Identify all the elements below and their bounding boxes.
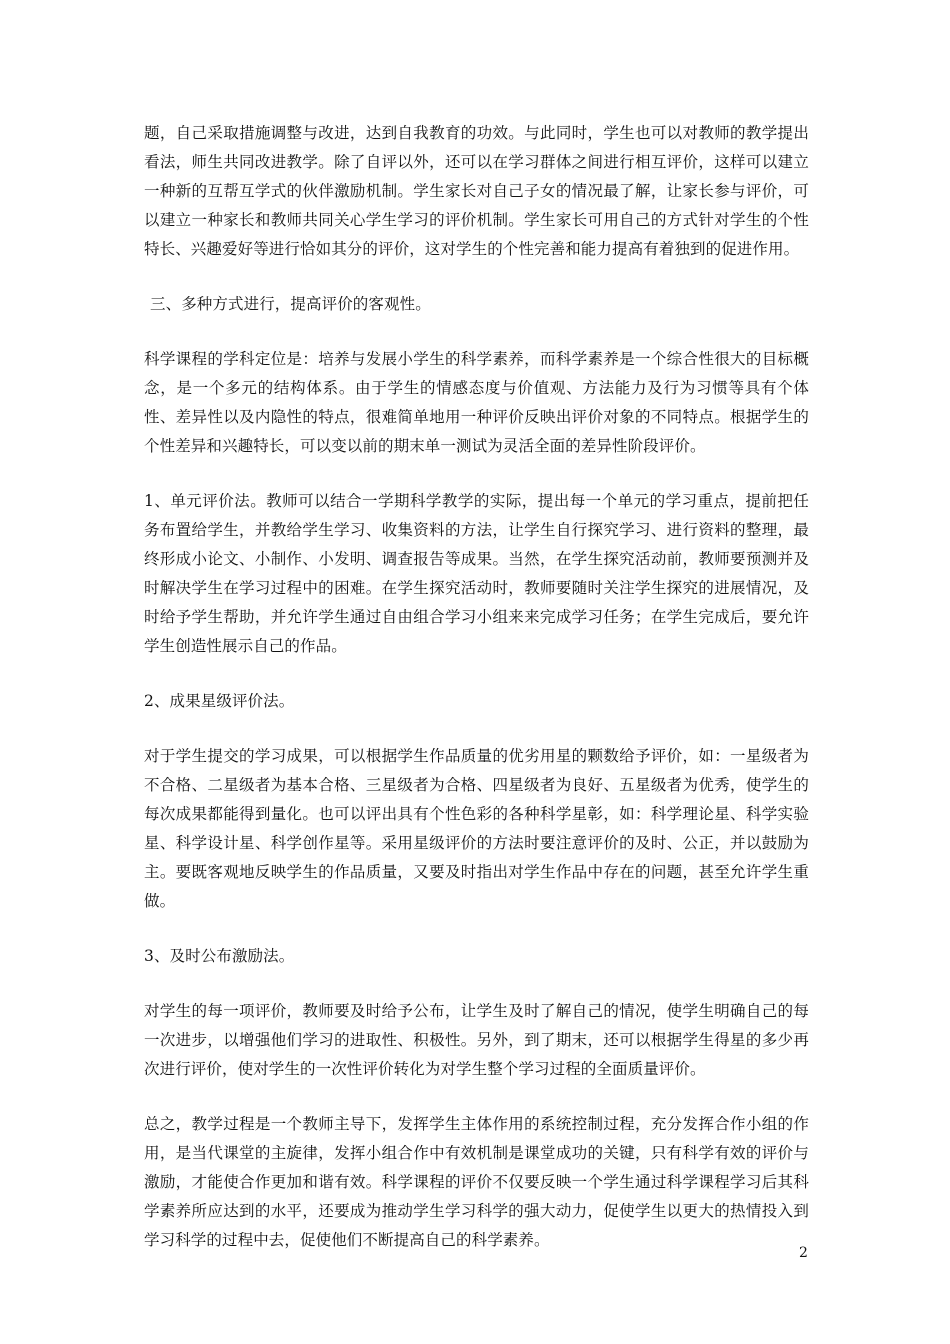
page-number: 2 (799, 1245, 808, 1261)
paragraph-star-rating: 对于学生提交的学习成果，可以根据学生作品质量的优劣用星的颗数给予评价，如：一星级者为不合格、二星级者为基本合格、三星级者为合格、四星级者为良好、五星级者为优秀，使学生的每次成果都能得到量化。也可以评出具有个性色彩的各种科学星彰，如：科学理论星、科学实验星、科学设计星、科学创作星等。采用星级评价的方法时要注意评价的及时、公正，并以鼓励为主。要既客观地反映学生的作品质量，又要及时指出对学生作品中存在的问题，甚至允许学生重做。 (144, 747, 809, 910)
paragraph-unit-evaluation: 1、单元评价法。教师可以结合一学期科学教学的实际，提出每一个单元的学习重点，提前把任务布置给学生，并教给学生学习、收集资料的方法，让学生自行探究学习、进行资料的整理，最终形成小论文、小制作、小发明、调查报告等成果。当然，在学生探究活动前，教师要预测并及时解决学生在学习过程中的困难。在学生探究活动时，教师要随时关注学生探究的进展情况，及时给予学生帮助，并允许学生通过自由组合学习小组来来完成学习任务；在学生完成后，要允许学生创造性展示自己的作品。 (144, 492, 809, 655)
paragraph-conclusion: 总之，教学过程是一个教师主导下，发挥学生主体作用的系统控制过程，充分发挥合作小组的作用，是当代课堂的主旋律，发挥小组合作中有效机制是课堂成功的关键，只有科学有效的评价与激励，才能使合作更加和谐有效。科学课程的评价不仅要反映一个学生通过科学课程学习后其科学素养所应达到的水平，还要成为推动学生学习科学的强大动力，促使学生以更大的热情投入到学习科学的过程中去，促使他们不断提高自己的科学素养。 (144, 1115, 809, 1249)
section-heading-three: 三、多种方式进行，提高评价的客观性。 (150, 295, 431, 313)
subheading-timely-announcement: 3、及时公布激励法。 (144, 947, 295, 965)
paragraph-science-course-positioning: 科学课程的学科定位是：培养与发展小学生的科学素养，而科学素养是一个综合性很大的目标概念，是一个多元的结构体系。由于学生的情感态度与价值观、方法能力及行为习惯等具有个体性、差异性以及内隐性的特点，很难简单地用一种评价反映出评价对象的不同特点。根据学生的个性差异和兴趣特长，可以变以前的期末单一测试为灵活全面的差异性阶段评价。 (144, 350, 809, 455)
paragraph-evaluation-continuation: 题，自己采取措施调整与改进，达到自我教育的功效。与此同时，学生也可以对教师的教学提出看法，师生共同改进教学。除了自评以外，还可以在学习群体之间进行相互评价，这样可以建立一种新的互帮互学式的伙伴激励机制。学生家长对自己子女的情况最了解，让家长参与评价，可以建立一种家长和教师共同关心学生学习的评价机制。学生家长可用自己的方式针对学生的个性特长、兴趣爱好等进行恰如其分的评价，这对学生的个性完善和能力提高有着独到的促进作用。 (144, 124, 809, 258)
page-body (144, 119, 809, 1281)
subheading-star-rating: 2、成果星级评价法。 (144, 692, 295, 710)
paragraph-timely-announcement: 对学生的每一项评价，教师要及时给予公布，让学生及时了解自己的情况，使学生明确自己的每一次进步，以增强他们学习的进取性、积极性。另外，到了期末，还可以根据学生得星的多少再次进行评价，使对学生的一次性评价转化为对学生整个学习过程的全面质量评价。 (144, 1002, 809, 1078)
